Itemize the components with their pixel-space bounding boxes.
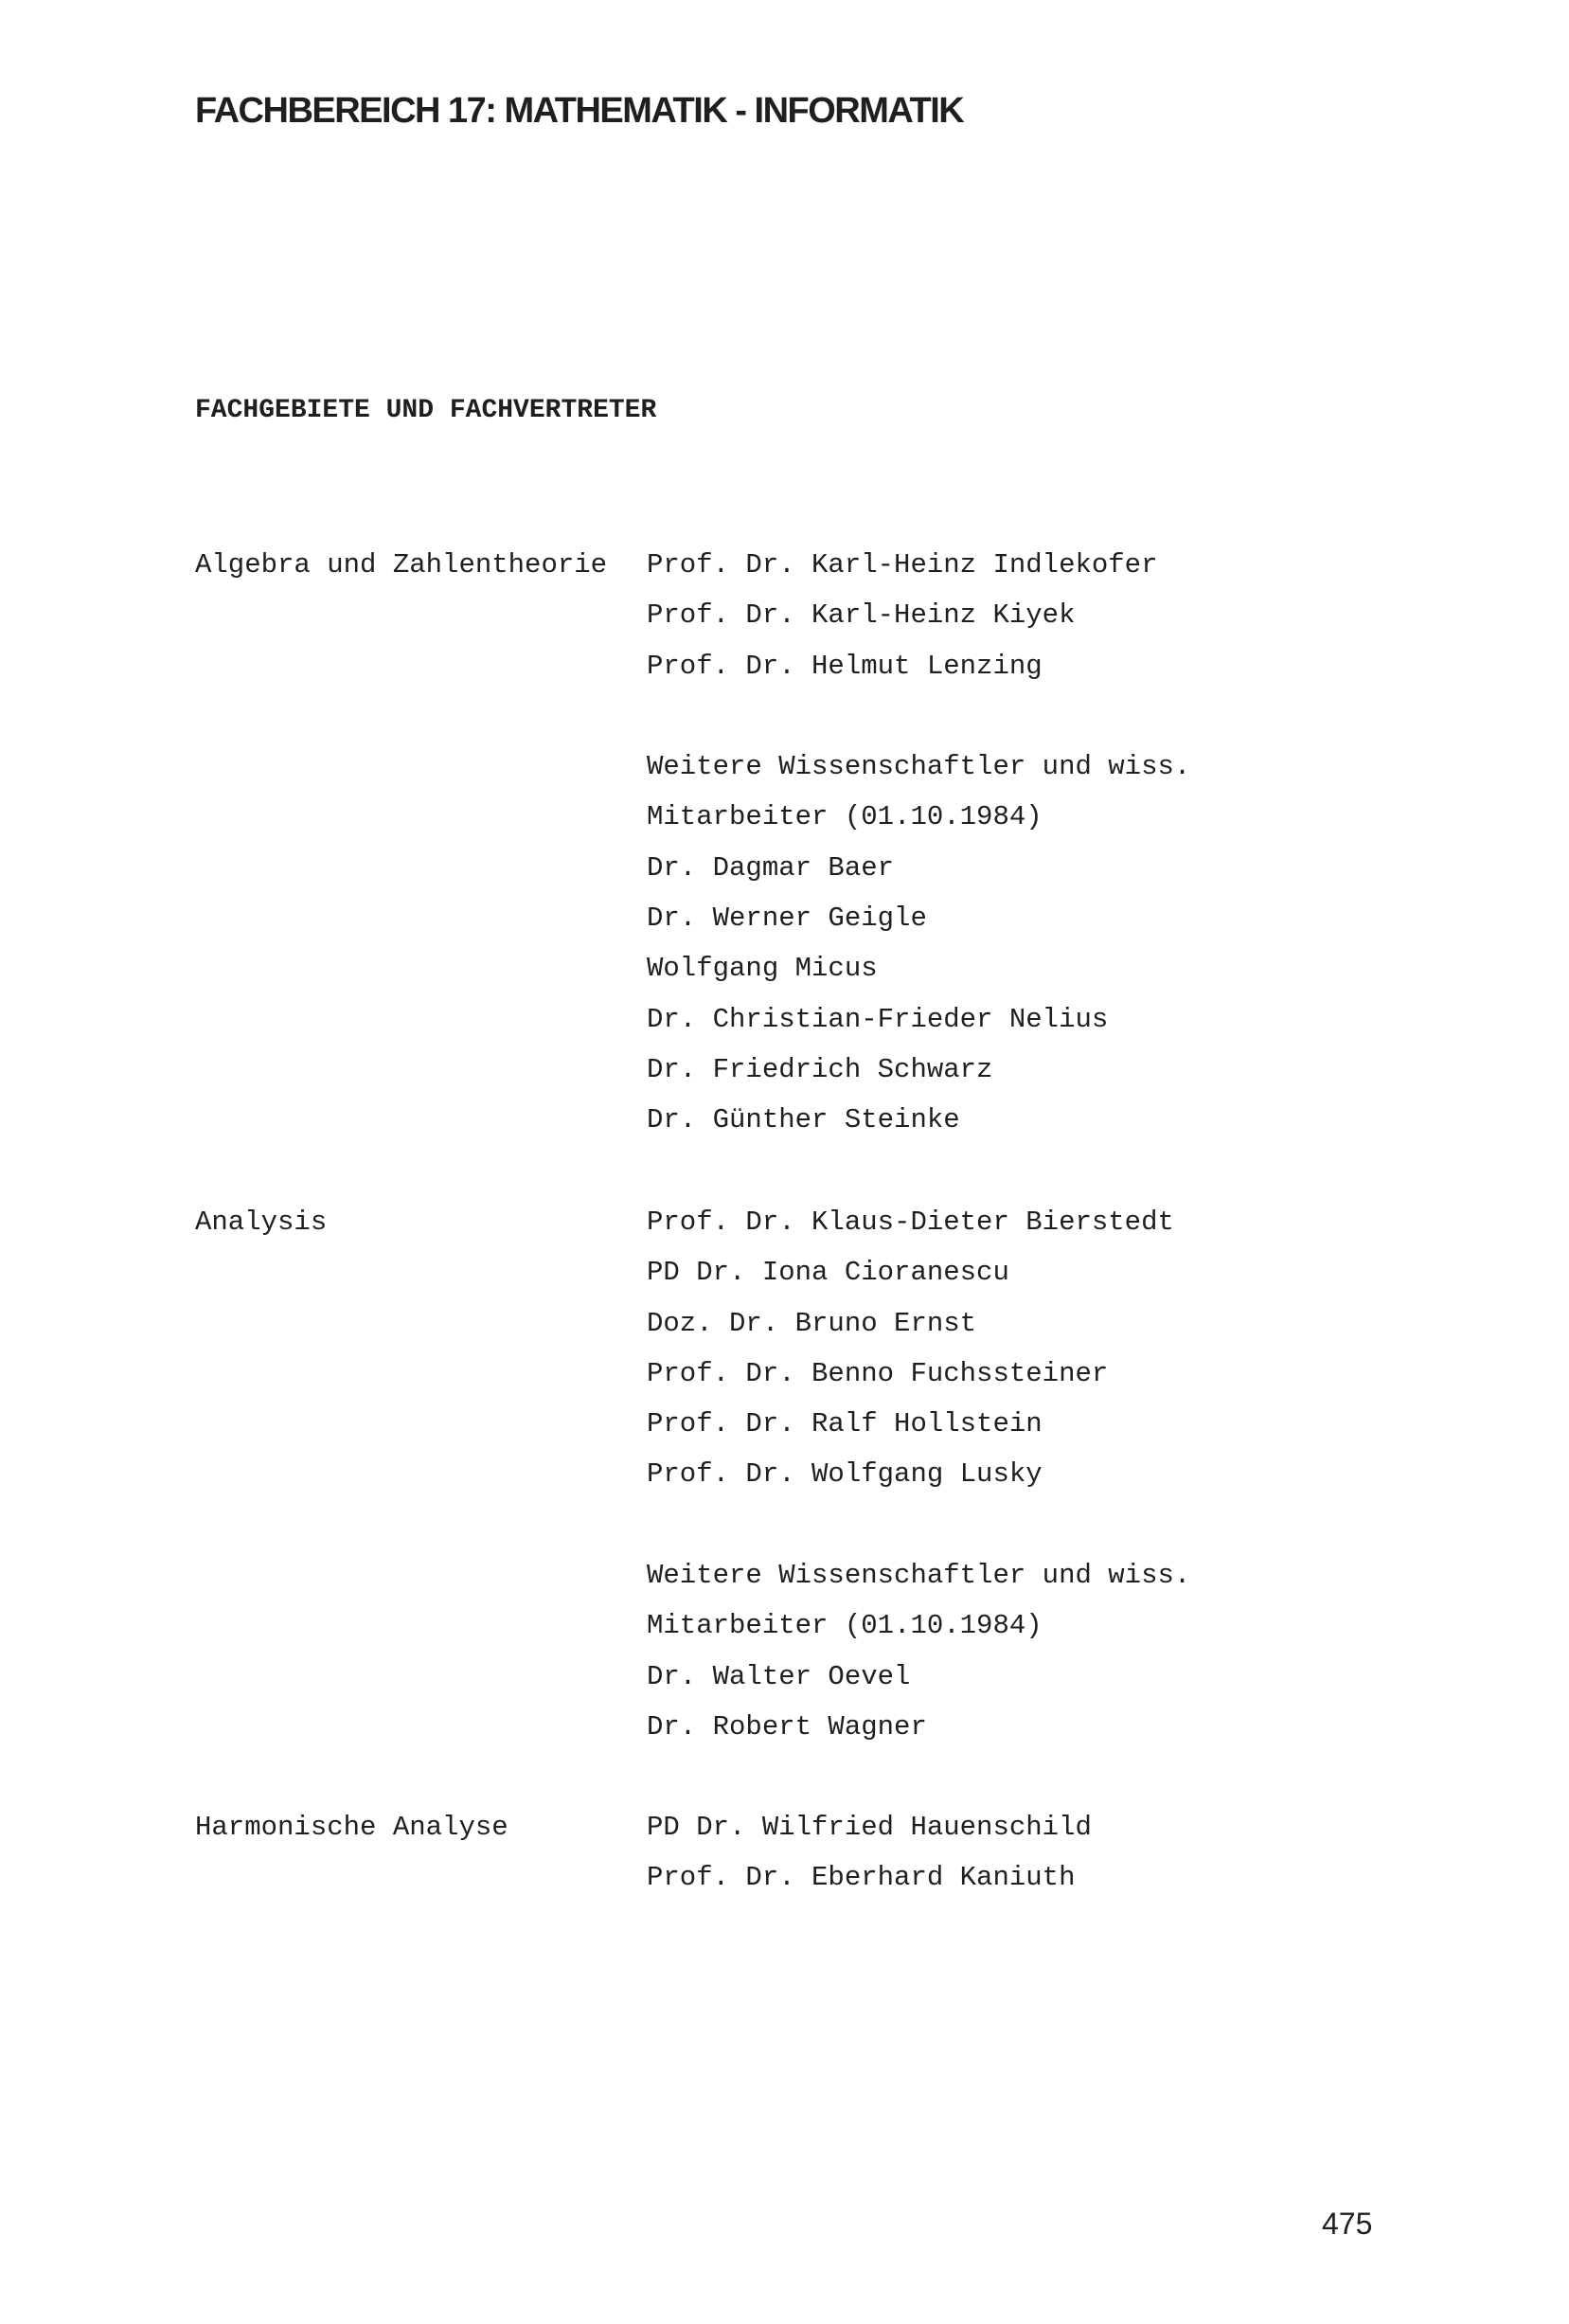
professor-entry: Prof. Dr. Helmut Lenzing	[647, 650, 1043, 682]
section-algebra	[195, 540, 1237, 1146]
staff-entry: Dr. Dagmar Baer	[647, 851, 895, 884]
staff-entry: Wolfgang Micus	[647, 953, 878, 985]
staff-heading: Mitarbeiter (01.10.1984)	[647, 1610, 1043, 1642]
subject-label: Analysis	[195, 1207, 328, 1238]
staff-entry: Dr. Robert Wagner	[647, 1710, 927, 1743]
section-heading: FACHGEBIETE UND FACHVERTRETER	[195, 396, 657, 425]
professor-entry: PD Dr. Iona Cioranescu	[647, 1257, 1009, 1289]
professor-entry: Doz. Dr. Bruno Ernst	[647, 1307, 977, 1339]
spacer	[647, 1500, 1190, 1550]
subject-label: Harmonische Analyse	[195, 1812, 508, 1843]
staff-entry: Dr. Friedrich Schwarz	[647, 1053, 993, 1085]
page-number: 475	[1322, 2207, 1373, 2241]
section-harmonische-analyse	[195, 1802, 1237, 1906]
staff-heading: Weitere Wissenschaftler und wiss.	[647, 751, 1191, 783]
professor-entry: Prof. Dr. Klaus-Dieter Bierstedt	[647, 1207, 1174, 1238]
professor-entry: Prof. Dr. Karl-Heinz Indlekofer	[647, 549, 1158, 581]
staff-heading: Mitarbeiter (01.10.1984)	[647, 801, 1043, 833]
staff-entry: Dr. Günther Steinke	[647, 1104, 960, 1136]
people-list	[647, 1802, 1092, 1904]
professor-entry: PD Dr. Wilfried Hauenschild	[647, 1812, 1092, 1843]
staff-entry: Dr. Christian-Frieder Nelius	[647, 1003, 1109, 1035]
professor-entry: Prof. Dr. Benno Fuchssteiner	[647, 1357, 1109, 1389]
professor-entry: Prof. Dr. Eberhard Kaniuth	[647, 1862, 1076, 1894]
people-list	[647, 1197, 1190, 1752]
professor-entry: Prof. Dr. Karl-Heinz Kiyek	[647, 599, 1076, 632]
staff-entry: Dr. Walter Oevel	[647, 1660, 911, 1692]
spacer	[647, 691, 1190, 742]
staff-entry: Dr. Werner Geigle	[647, 903, 927, 935]
subject-label: Algebra und Zahlentheorie	[195, 549, 608, 581]
page-title: FACHBEREICH 17: MATHEMATIK - INFORMATIK	[195, 91, 964, 131]
section-analysis	[195, 1197, 1237, 1756]
people-list	[647, 540, 1190, 1146]
professor-entry: Prof. Dr. Wolfgang Lusky	[647, 1458, 1043, 1491]
staff-heading: Weitere Wissenschaftler und wiss.	[647, 1560, 1191, 1592]
professor-entry: Prof. Dr. Ralf Hollstein	[647, 1408, 1043, 1440]
